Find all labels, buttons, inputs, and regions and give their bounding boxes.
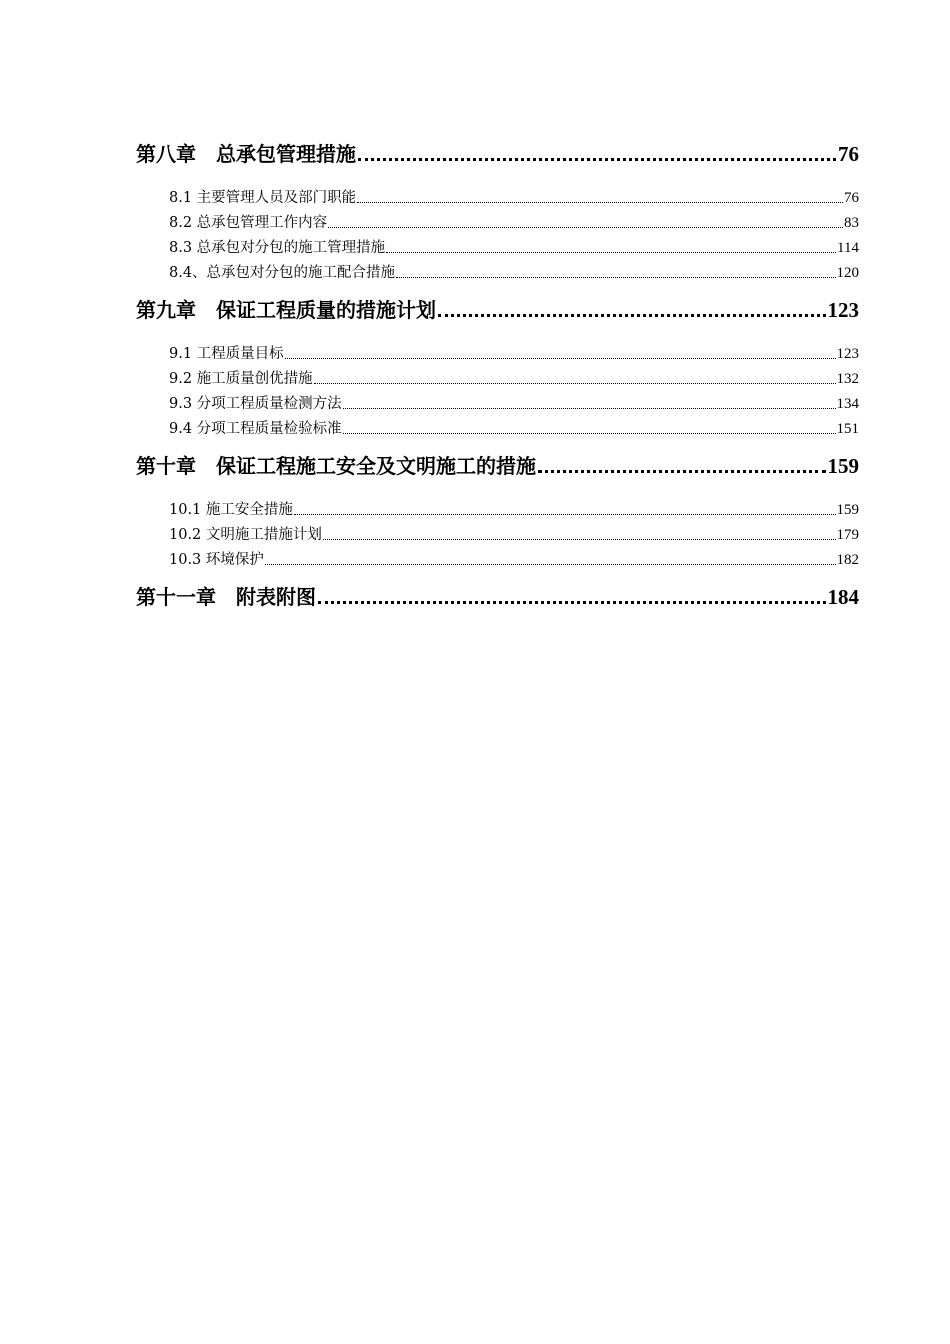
toc-section-entry[interactable] [169,544,859,569]
section-title: 10.3 环境保护 [169,552,264,568]
toc-chapter-entry[interactable] [136,290,859,322]
dot-leader [343,408,836,409]
chapter-title: 第十一章 附表附图 [136,585,316,609]
section-title: 9.1 工程质量目标 [169,346,284,362]
toc-section-entry[interactable] [169,232,859,257]
toc-section-entry[interactable] [169,338,859,363]
section-page-number: 76 [844,190,859,206]
toc-section-entry[interactable] [169,388,859,413]
dot-leader [265,564,836,565]
section-page-number: 134 [836,396,859,412]
section-title: 8.4、总承包对分包的施工配合措施 [169,265,396,281]
section-page-number: 83 [844,215,859,231]
dot-leader [357,202,843,203]
dot-leader [294,514,836,515]
section-page-number: 123 [836,346,859,362]
dot-leader [386,252,836,253]
section-title: 10.1 施工安全措施 [169,502,293,518]
section-title: 10.2 文明施工措施计划 [169,527,322,543]
section-title: 8.2 总承包管理工作内容 [169,215,328,231]
chapter-title: 第九章 保证工程质量的措施计划 [136,298,436,322]
section-title: 9.3 分项工程质量检测方法 [169,396,342,412]
section-page-number: 182 [836,552,859,568]
dot-leader [358,158,836,161]
section-list [136,338,859,438]
toc-chapter-entry[interactable] [136,134,859,166]
toc-section-entry[interactable] [169,257,859,282]
section-page-number: 151 [836,421,859,437]
section-list [136,494,859,569]
dot-leader [328,227,843,228]
section-title: 8.3 总承包对分包的施工管理措施 [169,240,386,256]
section-page-number: 179 [836,527,859,543]
table-of-contents [136,134,859,609]
toc-section-entry[interactable] [169,519,859,544]
dot-leader [285,358,836,359]
toc-section-entry[interactable] [169,207,859,232]
toc-chapter-entry[interactable] [136,446,859,478]
toc-section-entry[interactable] [169,413,859,438]
chapter-page-number: 184 [827,585,859,609]
section-page-number: 159 [836,502,859,518]
dot-leader [323,539,836,540]
toc-chapter-entry[interactable] [136,577,859,609]
section-title: 9.4 分项工程质量检验标准 [169,421,342,437]
dot-leader [314,383,836,384]
section-title: 8.1 主要管理人员及部门职能 [169,190,357,206]
section-page-number: 114 [837,240,859,256]
dot-leader [318,601,826,604]
dot-leader [343,433,836,434]
toc-section-entry[interactable] [169,363,859,388]
toc-section-entry[interactable] [169,494,859,519]
section-page-number: 132 [836,371,859,387]
chapter-page-number: 76 [838,142,859,166]
section-list [136,182,859,282]
dot-leader [396,277,835,278]
chapter-title: 第八章 总承包管理措施 [136,142,356,166]
chapter-page-number: 159 [827,454,859,478]
toc-section-entry[interactable] [169,182,859,207]
chapter-page-number: 123 [827,298,859,322]
section-title: 9.2 施工质量创优措施 [169,371,313,387]
dot-leader [438,314,826,317]
section-page-number: 120 [836,265,859,281]
chapter-title: 第十章 保证工程施工安全及文明施工的措施 [136,454,536,478]
dot-leader [538,470,826,473]
